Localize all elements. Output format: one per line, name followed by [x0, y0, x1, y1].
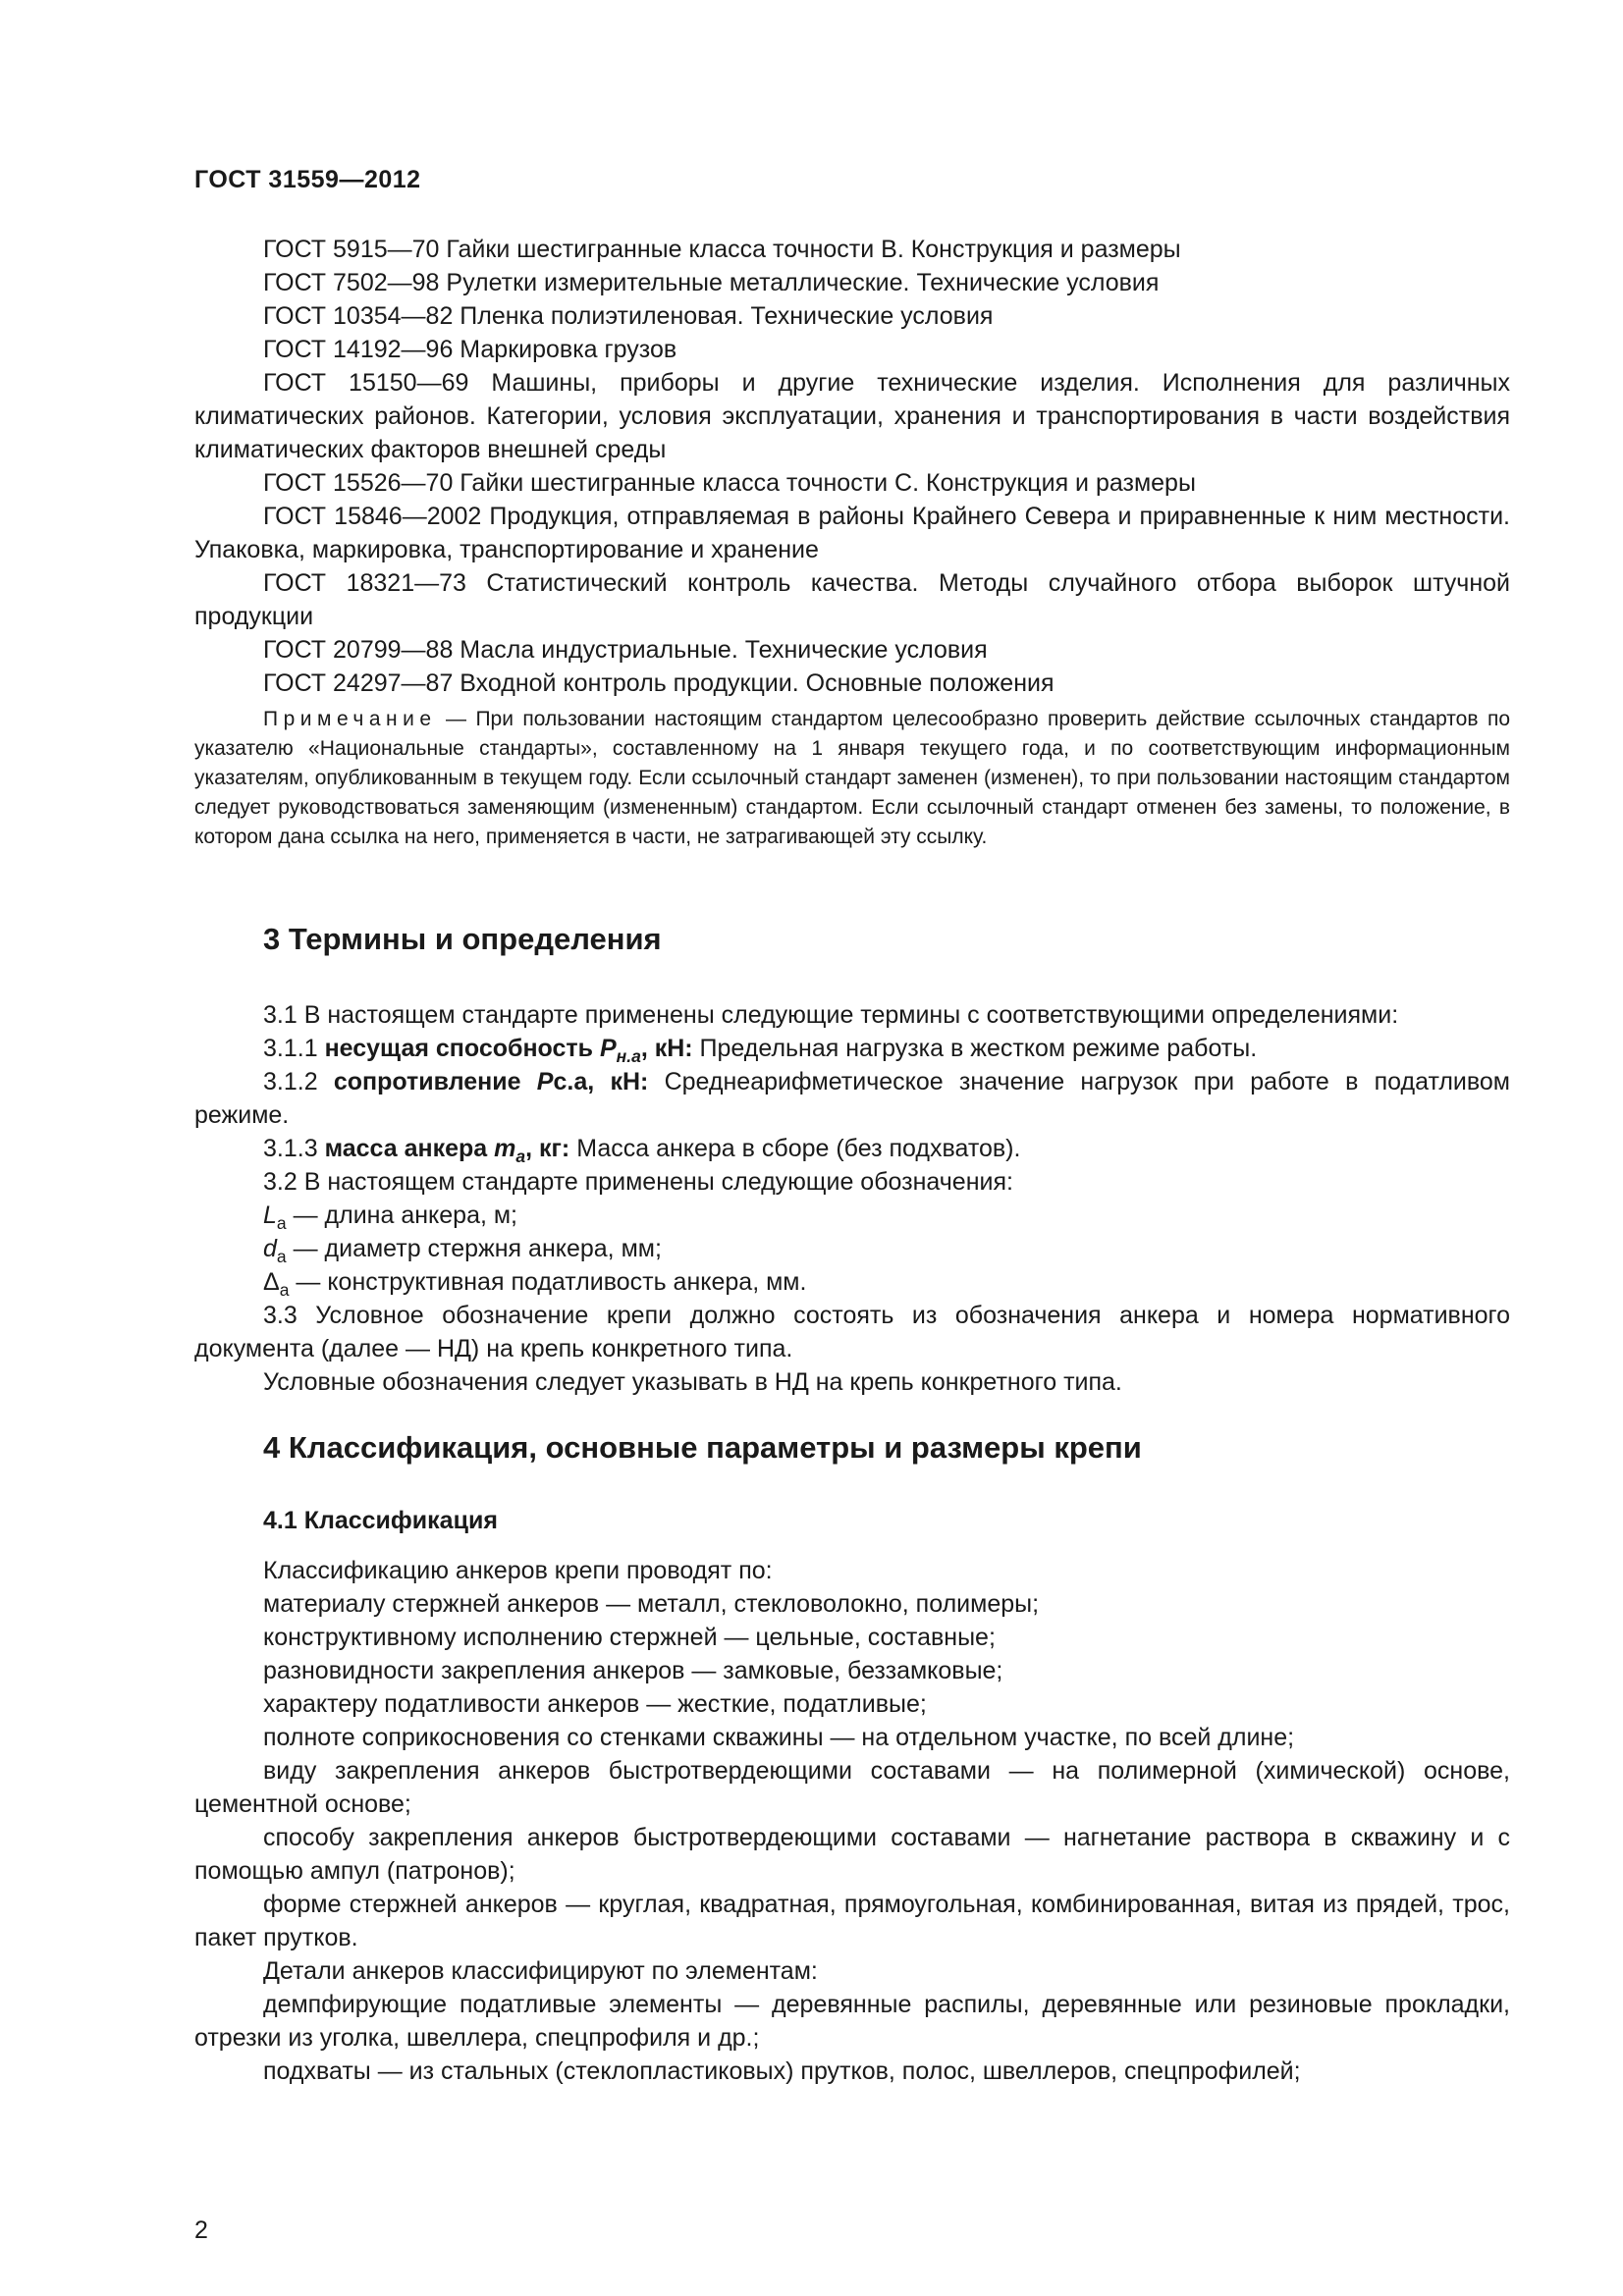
section-3-body: [194, 998, 1510, 1399]
reference-item: ГОСТ 18321—73 Статистический контроль качества. Методы случайного отбора выборок штучной продукции: [194, 569, 1510, 630]
term-symbol: P: [599, 1035, 617, 1062]
reference-item: ГОСТ 20799—88 Масла индустриальные. Технические условия: [263, 636, 988, 664]
clause-3-3: 3.3 Условное обозначение крепи должно состоять из обозначения анкера и номера нормативного документа (далее — НД) на крепь конкретного типа.: [194, 1302, 1510, 1362]
reference-item: ГОСТ 15846—2002 Продукция, отправляемая в районы Крайнего Севера и приравненные к ним местности. Упаковка, маркировка, транспортирование и хранение: [194, 503, 1510, 563]
term-definition: Предельная нагрузка в жестком режиме работы.: [692, 1035, 1258, 1062]
classification-paragraph: полноте соприкосновения со стенками скважины — на отдельном участке, по всей длине;: [263, 1724, 1295, 1751]
term-definition: Масса анкера в сборе (без подхватов).: [569, 1135, 1021, 1162]
term-name: масса анкера: [324, 1135, 495, 1162]
subsection-4-1-heading: 4.1 Классификация: [263, 1507, 498, 1534]
note-lead: Примечание: [263, 708, 437, 730]
reference-item: ГОСТ 10354—82 Пленка полиэтиленовая. Технические условия: [263, 302, 994, 330]
classification-paragraph: конструктивному исполнению стержней — цельные, составные;: [263, 1624, 996, 1651]
designation-length: $L_a$ — длина анкера, м;: [263, 1201, 517, 1233]
classification-paragraph: Детали анкеров классифицируют по элементам:: [263, 1957, 818, 1985]
page-number: 2: [194, 2216, 208, 2244]
clause-3-1: 3.1 В настоящем стандарте применены следующие термины с соответствующими определениями:: [263, 1001, 1399, 1029]
reference-item: ГОСТ 15526—70 Гайки шестигранные класса точности С. Конструкция и размеры: [263, 469, 1196, 497]
classification-paragraph: форме стержней анкеров — круглая, квадратная, прямоугольная, комбинированная, витая из прядей, трос, пакет прутков.: [194, 1891, 1510, 1951]
classification-paragraph: материалу стержней анкеров — металл, стекловолокно, полимеры;: [263, 1590, 1040, 1618]
term-definition: Среднеарифметическое значение нагрузок при работе в податливом режиме.: [194, 1068, 1510, 1129]
term-symbol: m: [494, 1135, 516, 1162]
section-4-heading: 4 Классификация, основные параметры и размеры крепи: [263, 1430, 1142, 1465]
section-4-body: [194, 1554, 1510, 2088]
term-3-1-1: 3.1.1 несущая способность $P_{н.а}$, кН: Предельная нагрузка в жестком режиме работы.: [263, 1035, 1258, 1066]
classification-paragraph: демпфирующие податливые элементы — деревянные распилы, деревянные или резиновые прокладки, отрезки из уголка, швеллера, спецпрофиля и др.;: [194, 1991, 1510, 2052]
term-3-1-3: 3.1.3 масса анкера $m_a$, кг: Масса анкера в сборе (без подхватов).: [263, 1135, 1021, 1166]
document-header: ГОСТ 31559—2012: [194, 166, 421, 193]
reference-item: ГОСТ 7502—98 Рулетки измерительные металлические. Технические условия: [263, 269, 1160, 296]
reference-item: ГОСТ 5915—70 Гайки шестигранные класса точности В. Конструкция и размеры: [263, 236, 1181, 263]
classification-paragraph: характеру податливости анкеров — жесткие, податливые;: [263, 1690, 927, 1718]
classification-paragraph: способу закрепления анкеров быстротвердеющими составами — нагнетание раствора в скважину и с помощью ампул (патронов);: [194, 1824, 1510, 1885]
normative-references-list: [194, 233, 1510, 700]
term-name: сопротивление: [333, 1068, 537, 1095]
reference-item: ГОСТ 14192—96 Маркировка грузов: [263, 336, 677, 363]
note-text: — При пользовании настоящим стандартом целесообразно проверить действие ссылочных стандартов по указателю «Национальные стандарты», составленному на 1 января текущего года, и по соответствующим информационным указателям, опубликованным в текущем году. Если ссылочный стандарт заменен (изменен), то при пользовании настоящим стандартом следует руководствоваться заменяющим (измененным) стандартом. Если ссылочный стандарт отменен без замены, то положение, в котором дана ссылка на него, применяется в части, не затрагивающей эту ссылку.: [194, 708, 1510, 848]
reference-item: ГОСТ 24297—87 Входной контроль продукции. Основные положения: [263, 669, 1055, 697]
reference-note: [194, 705, 1510, 852]
clause-3-3-continued: Условные обозначения следует указывать в НД на крепь конкретного типа.: [263, 1368, 1122, 1396]
classification-paragraph: разновидности закрепления анкеров — замковые, беззамковые;: [263, 1657, 1003, 1684]
term-symbol: P: [536, 1068, 554, 1095]
term-name: несущая способность: [324, 1035, 600, 1062]
classification-paragraph: Классификацию анкеров крепи проводят по:: [263, 1557, 773, 1584]
designation-compliance: $\Delta_a$ — конструктивная податливость анкера, мм.: [263, 1268, 807, 1300]
section-3-heading: 3 Термины и определения: [263, 922, 662, 956]
clause-3-2: 3.2 В настоящем стандарте применены следующие обозначения:: [263, 1168, 1013, 1196]
classification-paragraph: виду закрепления анкеров быстротвердеющими составами — на полимерной (химической) основе, цементной основе;: [194, 1757, 1510, 1818]
reference-item: ГОСТ 15150—69 Машины, приборы и другие технические изделия. Исполнения для различных климатических районов. Категории, условия эксплуатации, хранения и транспортирования в части воздействия климатических факторов внешней среды: [194, 369, 1510, 463]
term-3-1-2: 3.1.2 сопротивление Pс.а, кН: Среднеарифметическое значение нагрузок при работе в податливом режиме.: [194, 1068, 1510, 1129]
designation-diameter: $d_a$ — диаметр стержня анкера, мм;: [263, 1235, 662, 1266]
classification-paragraph: подхваты — из стальных (стеклопластиковых) прутков, полос, швеллеров, спецпрофилей;: [263, 2057, 1301, 2085]
